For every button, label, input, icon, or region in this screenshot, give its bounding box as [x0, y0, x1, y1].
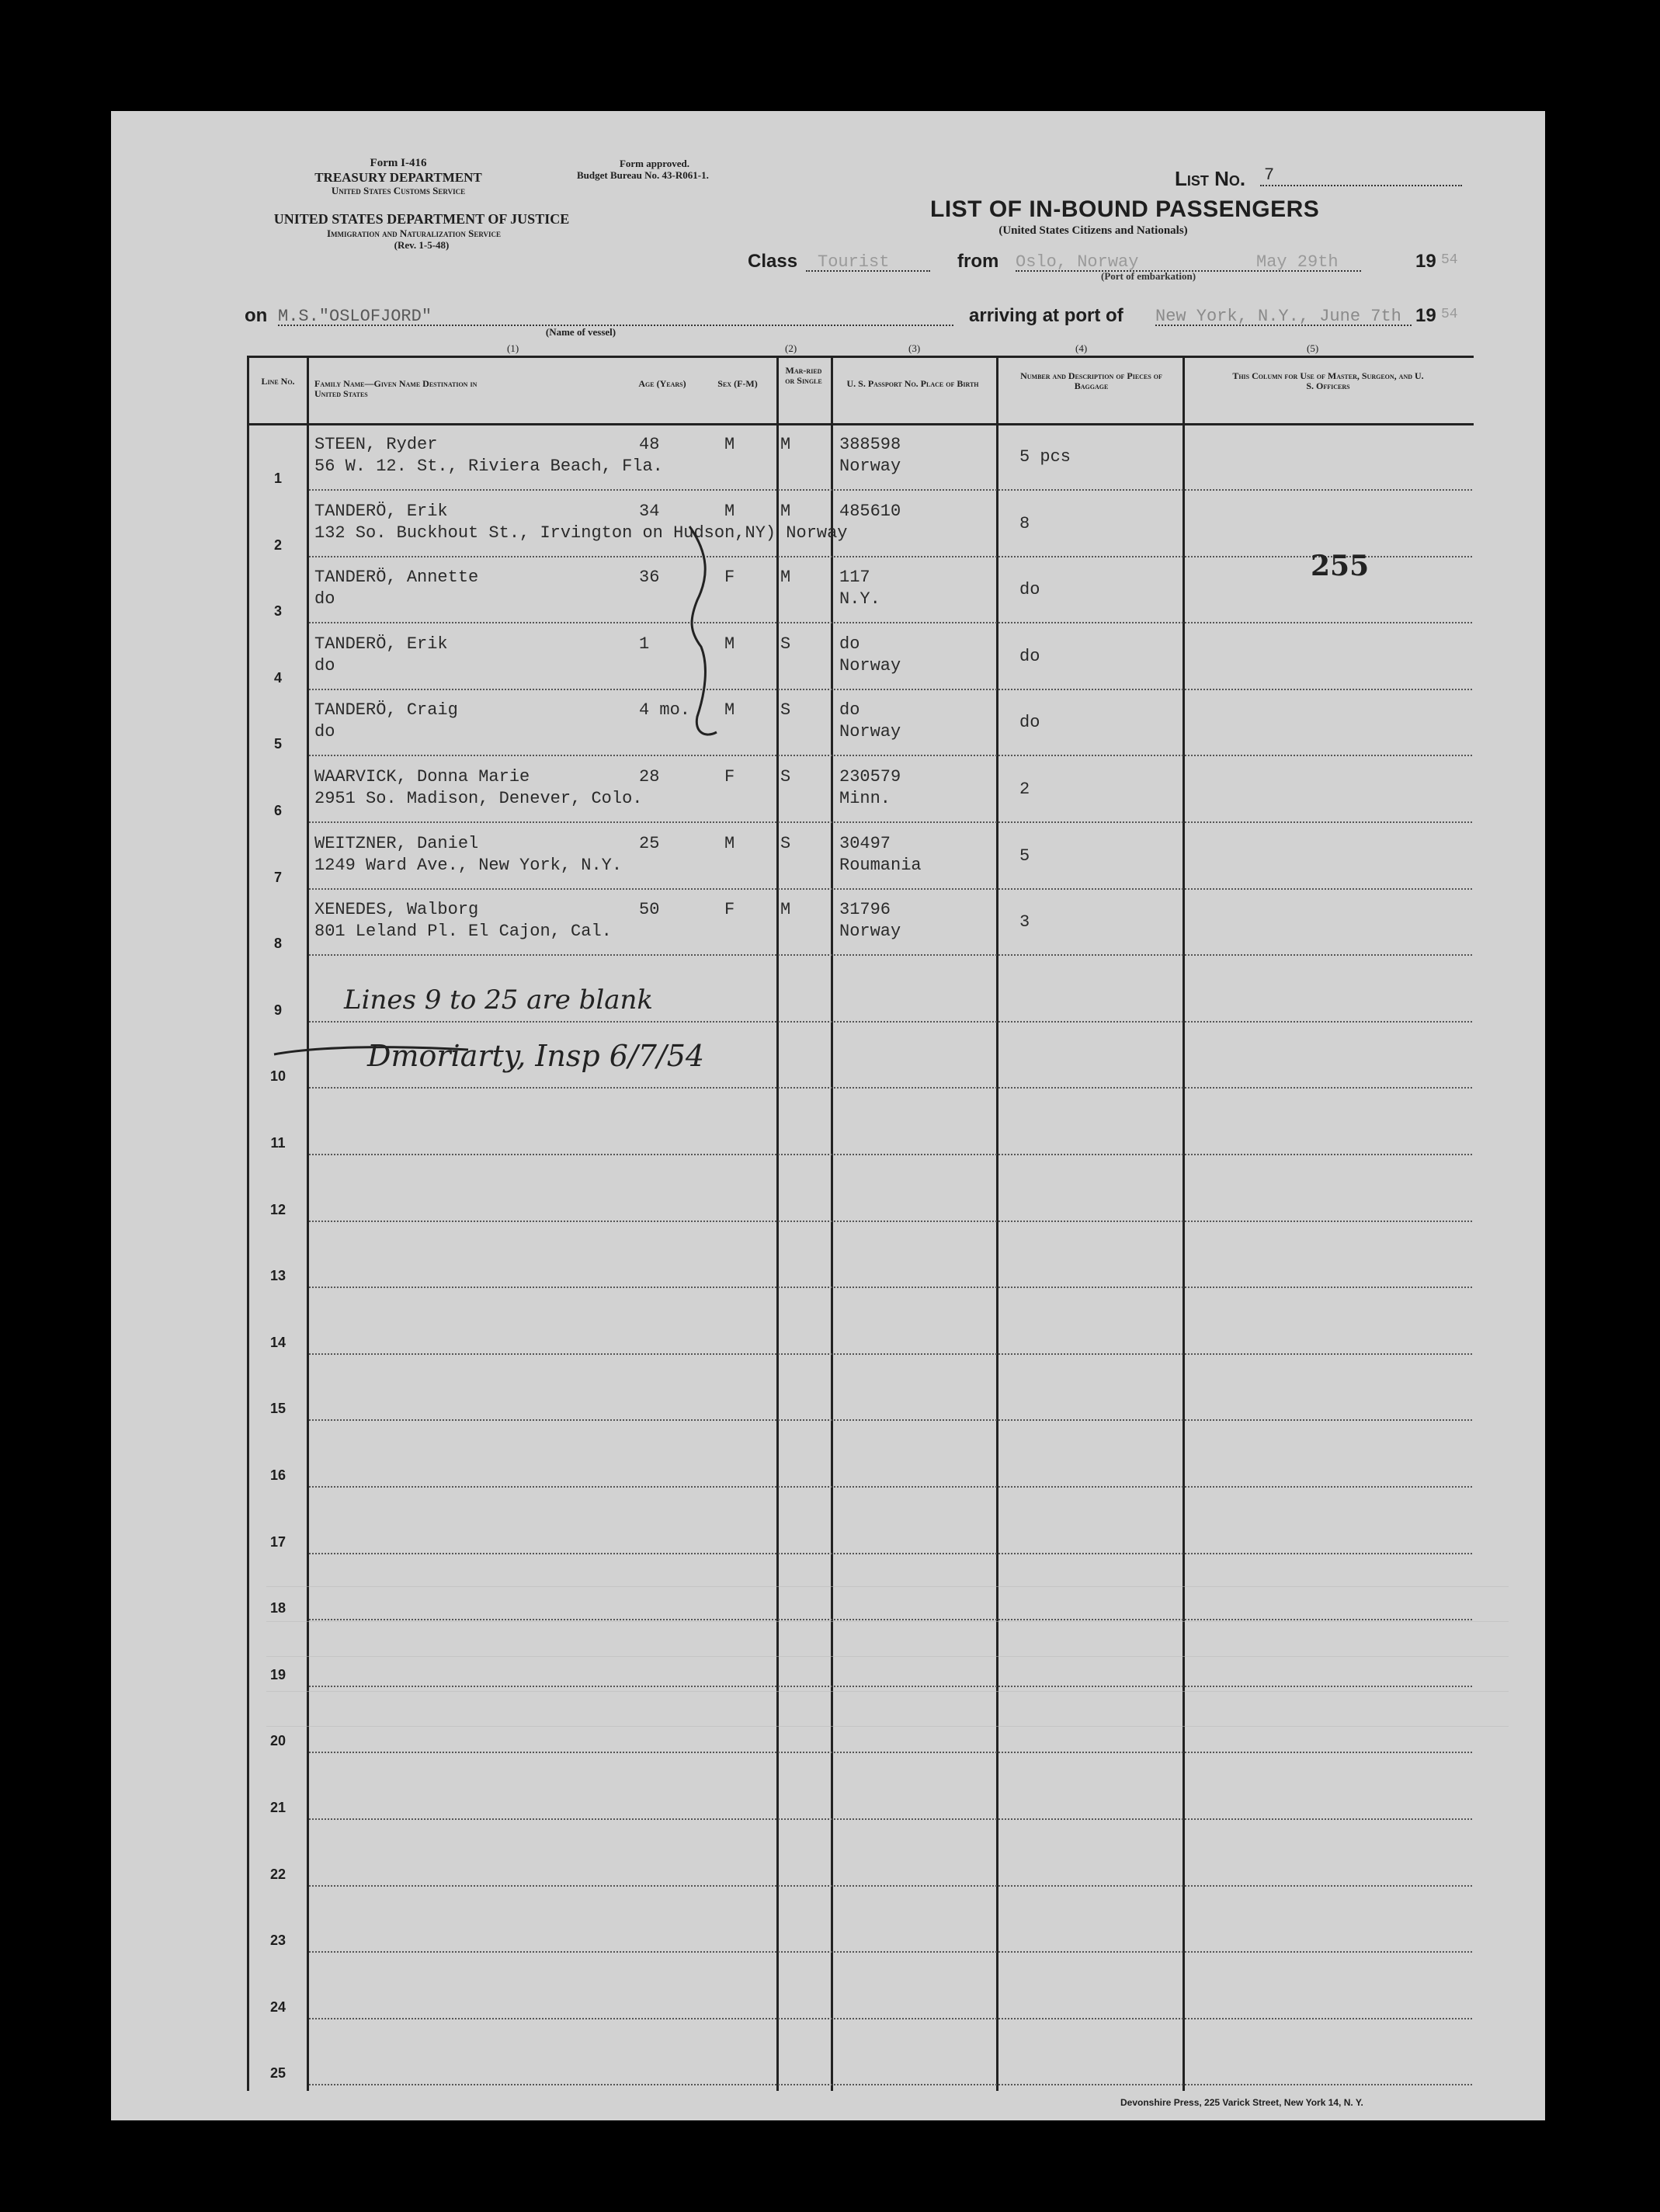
passenger-age: 34 — [639, 501, 660, 521]
row-divider — [309, 821, 1472, 823]
year-prefix-2: 19 — [1415, 305, 1436, 326]
row-divider — [309, 1287, 1472, 1288]
header-sex: Sex (F-M) — [717, 378, 758, 389]
passenger-sex: M — [724, 435, 735, 454]
row-divider — [309, 1885, 1472, 1887]
marital-status: M — [780, 900, 791, 920]
header-name: Family Name—Given Name Destination in United States — [314, 378, 478, 399]
divider-marital — [776, 356, 779, 2091]
departure-date: May 29th — [1256, 252, 1339, 272]
port-embarkation-note: (Port of embarkation) — [1101, 270, 1196, 282]
year-prefix-1: 19 — [1415, 251, 1436, 272]
marital-status: S — [780, 767, 791, 787]
arriving-label: arriving at port of — [969, 305, 1123, 326]
baggage-pieces: 2 — [1019, 780, 1030, 799]
form-approved: Form approved. — [619, 158, 690, 169]
place-of-birth: Norway — [839, 922, 901, 942]
passenger-destination: 1249 Ward Ave., New York, N.Y. — [314, 855, 623, 875]
passenger-name: XENEDES, Walborg — [314, 900, 479, 920]
passenger-sex: M — [724, 501, 735, 521]
passport-number: 31796 — [839, 900, 891, 920]
list-label: List No. — [1175, 167, 1246, 190]
family-bracket — [674, 523, 736, 755]
passport-number: do — [839, 700, 860, 721]
place-of-birth: Norway — [839, 722, 901, 742]
row-divider — [309, 1818, 1472, 1820]
row-divider — [309, 954, 1472, 956]
column-number-1: (1) — [507, 342, 519, 354]
passenger-sex: F — [724, 767, 735, 787]
list-underline — [1260, 185, 1462, 186]
year-2: 54 — [1441, 307, 1458, 322]
row-divider — [309, 689, 1472, 690]
row-divider — [309, 1486, 1472, 1488]
marital-status: M — [780, 568, 791, 588]
header-marital: Mar-ried or Single — [785, 365, 822, 386]
passenger-sex: F — [724, 900, 735, 920]
passenger-name: STEEN, Ryder — [314, 435, 438, 454]
passenger-sex: M — [724, 833, 735, 853]
baggage-pieces: do — [1019, 580, 1040, 600]
list-number: 7 — [1264, 165, 1275, 185]
passenger-age: 36 — [639, 568, 660, 588]
passport-number: do — [839, 634, 860, 654]
ins-service: Immigration and Naturalization Service — [326, 227, 502, 239]
passport-number: 388598 — [839, 435, 901, 454]
divider-officers — [1182, 356, 1185, 2091]
line-number: 22 — [269, 1866, 287, 1882]
line-number: 21 — [269, 1800, 287, 1815]
passenger-destination: do — [314, 722, 335, 742]
passenger-name: TANDERÖ, Craig — [314, 700, 458, 721]
year-1: 54 — [1441, 252, 1458, 268]
baggage-pieces: 3 — [1019, 912, 1030, 932]
baggage-pieces: 5 — [1019, 846, 1030, 866]
treasury-department: TREASURY DEPARTMENT — [314, 170, 482, 185]
row-divider — [309, 1087, 1472, 1089]
arrival-value: New York, N.Y., June 7th — [1155, 307, 1401, 326]
place-of-birth: Minn. — [839, 789, 891, 808]
line-number: 16 — [269, 1467, 287, 1483]
line-number: 15 — [269, 1401, 287, 1417]
page-subtitle: (United States Citizens and Nationals) — [998, 224, 1188, 237]
passenger-name: TANDERÖ, Erik — [314, 634, 448, 654]
row-divider — [309, 755, 1472, 756]
baggage-pieces: do — [1019, 646, 1040, 666]
row-divider — [309, 1553, 1472, 1554]
form-number: Form I-416 — [370, 157, 427, 169]
passenger-age: 50 — [639, 900, 660, 920]
passenger-destination: do — [314, 655, 335, 675]
passenger-age: 1 — [639, 634, 650, 654]
budget-bureau: Budget Bureau No. 43-R061-1. — [577, 169, 709, 181]
inspector-signature: Dmoriarty, Insp 6/7/54 — [367, 1039, 705, 1073]
row-divider — [309, 2018, 1472, 2019]
header-baggage: Number and Description of Pieces of Baggage — [1020, 370, 1162, 391]
customs-service: United States Customs Service — [331, 185, 466, 196]
page-title: LIST OF IN-BOUND PASSENGERS — [930, 196, 1320, 222]
passenger-destination: 132 So. Buckhout St., Irvington on Hudson,NY) Norway — [314, 523, 848, 543]
line-number: 6 — [273, 803, 282, 818]
line-number: 24 — [269, 1998, 287, 2015]
passenger-age: 28 — [639, 767, 660, 787]
passenger-name: TANDERÖ, Annette — [314, 568, 479, 588]
vessel-note: (Name of vessel) — [545, 326, 616, 338]
manifest-page — [111, 111, 1545, 2120]
line-number: 5 — [273, 736, 282, 752]
row-divider — [309, 1021, 1472, 1023]
line-number: 13 — [269, 1268, 287, 1284]
line-number: 10 — [269, 1068, 287, 1085]
from-label: from — [957, 251, 999, 272]
class-label: Class — [748, 251, 798, 272]
passenger-sex: M — [724, 634, 735, 654]
line-number: 20 — [269, 1733, 287, 1749]
column-number-3: (3) — [908, 342, 921, 354]
on-label: on — [245, 305, 268, 326]
passenger-destination: 801 Leland Pl. El Cajon, Cal. — [314, 922, 612, 942]
passenger-age: 4 mo. — [639, 700, 691, 721]
line-number: 11 — [270, 1135, 286, 1151]
marital-status: S — [780, 833, 791, 853]
line-number: 9 — [273, 1002, 282, 1018]
department-of-justice: UNITED STATES DEPARTMENT OF JUSTICE — [273, 211, 570, 227]
column-number-2: (2) — [785, 342, 797, 354]
bleed-through-text — [266, 1571, 1509, 1773]
passport-number: 230579 — [839, 767, 901, 787]
line-number: 23 — [269, 1932, 287, 1949]
passenger-destination: do — [314, 589, 335, 609]
passenger-name: WAARVICK, Donna Marie — [314, 767, 530, 787]
place-of-birth: Norway — [839, 457, 901, 476]
marital-status: S — [780, 700, 791, 721]
divider-line-no — [307, 356, 309, 2091]
passenger-sex: M — [724, 700, 735, 721]
row-divider — [309, 1154, 1472, 1155]
from-value: Oslo, Norway — [1016, 252, 1139, 272]
line-number: 3 — [273, 603, 282, 620]
header-officers: This Column for Use of Master, Surgeon, and U. S. Officers — [1232, 370, 1424, 391]
line-number: 7 — [273, 869, 282, 885]
passport-number: 117 — [839, 568, 870, 588]
place-of-birth: N.Y. — [839, 589, 880, 609]
row-divider — [309, 1419, 1472, 1421]
passenger-sex: F — [724, 568, 735, 588]
passenger-destination: 56 W. 12. St., Riviera Beach, Fla. — [314, 457, 663, 476]
column-number-4: (4) — [1075, 342, 1088, 354]
row-divider — [309, 2084, 1472, 2085]
stamp-number: 255 — [1311, 550, 1370, 582]
marital-status: M — [780, 501, 791, 521]
vessel-name: M.S."OSLOFJORD" — [278, 307, 432, 326]
marital-status: S — [780, 634, 791, 654]
header-passport: U. S. Passport No. Place of Birth — [846, 378, 979, 389]
table-header-border — [247, 423, 1474, 425]
printer-imprint: Devonshire Press, 225 Varick Street, New York 14, N. Y. — [1120, 2097, 1363, 2108]
line-number: 8 — [273, 936, 282, 952]
passenger-name: TANDERÖ, Erik — [314, 501, 448, 521]
row-divider — [309, 622, 1472, 623]
divider-baggage — [996, 356, 998, 2091]
line-number: 1 — [273, 471, 282, 486]
passport-number: 485610 — [839, 501, 901, 521]
passenger-destination: 2951 So. Madison, Denever, Colo. — [314, 789, 643, 808]
baggage-pieces: 5 pcs — [1019, 447, 1071, 467]
passenger-age: 48 — [639, 435, 660, 454]
row-divider — [309, 1951, 1472, 1953]
row-divider — [309, 888, 1472, 890]
place-of-birth: Norway — [839, 655, 901, 675]
row-divider — [309, 1221, 1472, 1222]
handwritten-blank-note: Lines 9 to 25 are blank — [344, 984, 654, 1016]
line-number: 18 — [269, 1600, 287, 1616]
passport-number: 30497 — [839, 833, 891, 853]
column-number-5: (5) — [1307, 342, 1319, 354]
row-divider — [309, 556, 1472, 557]
row-divider — [309, 489, 1472, 491]
divider-passport — [831, 356, 833, 2091]
row-divider — [309, 1353, 1472, 1355]
line-number: 19 — [269, 1666, 287, 1682]
line-number: 4 — [273, 669, 282, 686]
baggage-pieces: 8 — [1019, 513, 1030, 533]
line-number: 12 — [269, 1201, 287, 1217]
table-top-border — [247, 356, 1474, 358]
place-of-birth: Roumania — [839, 855, 922, 875]
passenger-age: 25 — [639, 833, 660, 853]
header-line-no: Line No. — [261, 376, 295, 387]
line-number: 2 — [273, 537, 282, 553]
marital-status: M — [780, 435, 791, 454]
header-age: Age (Years) — [638, 378, 686, 389]
line-number: 17 — [269, 1533, 287, 1550]
table-left-border — [247, 356, 249, 2091]
passenger-name: WEITZNER, Daniel — [314, 833, 479, 853]
baggage-pieces: do — [1019, 713, 1040, 733]
line-number: 25 — [269, 2065, 287, 2082]
revision-date: (Rev. 1-5-48) — [394, 239, 450, 251]
line-number: 14 — [269, 1334, 287, 1350]
class-value: Tourist — [818, 252, 890, 272]
